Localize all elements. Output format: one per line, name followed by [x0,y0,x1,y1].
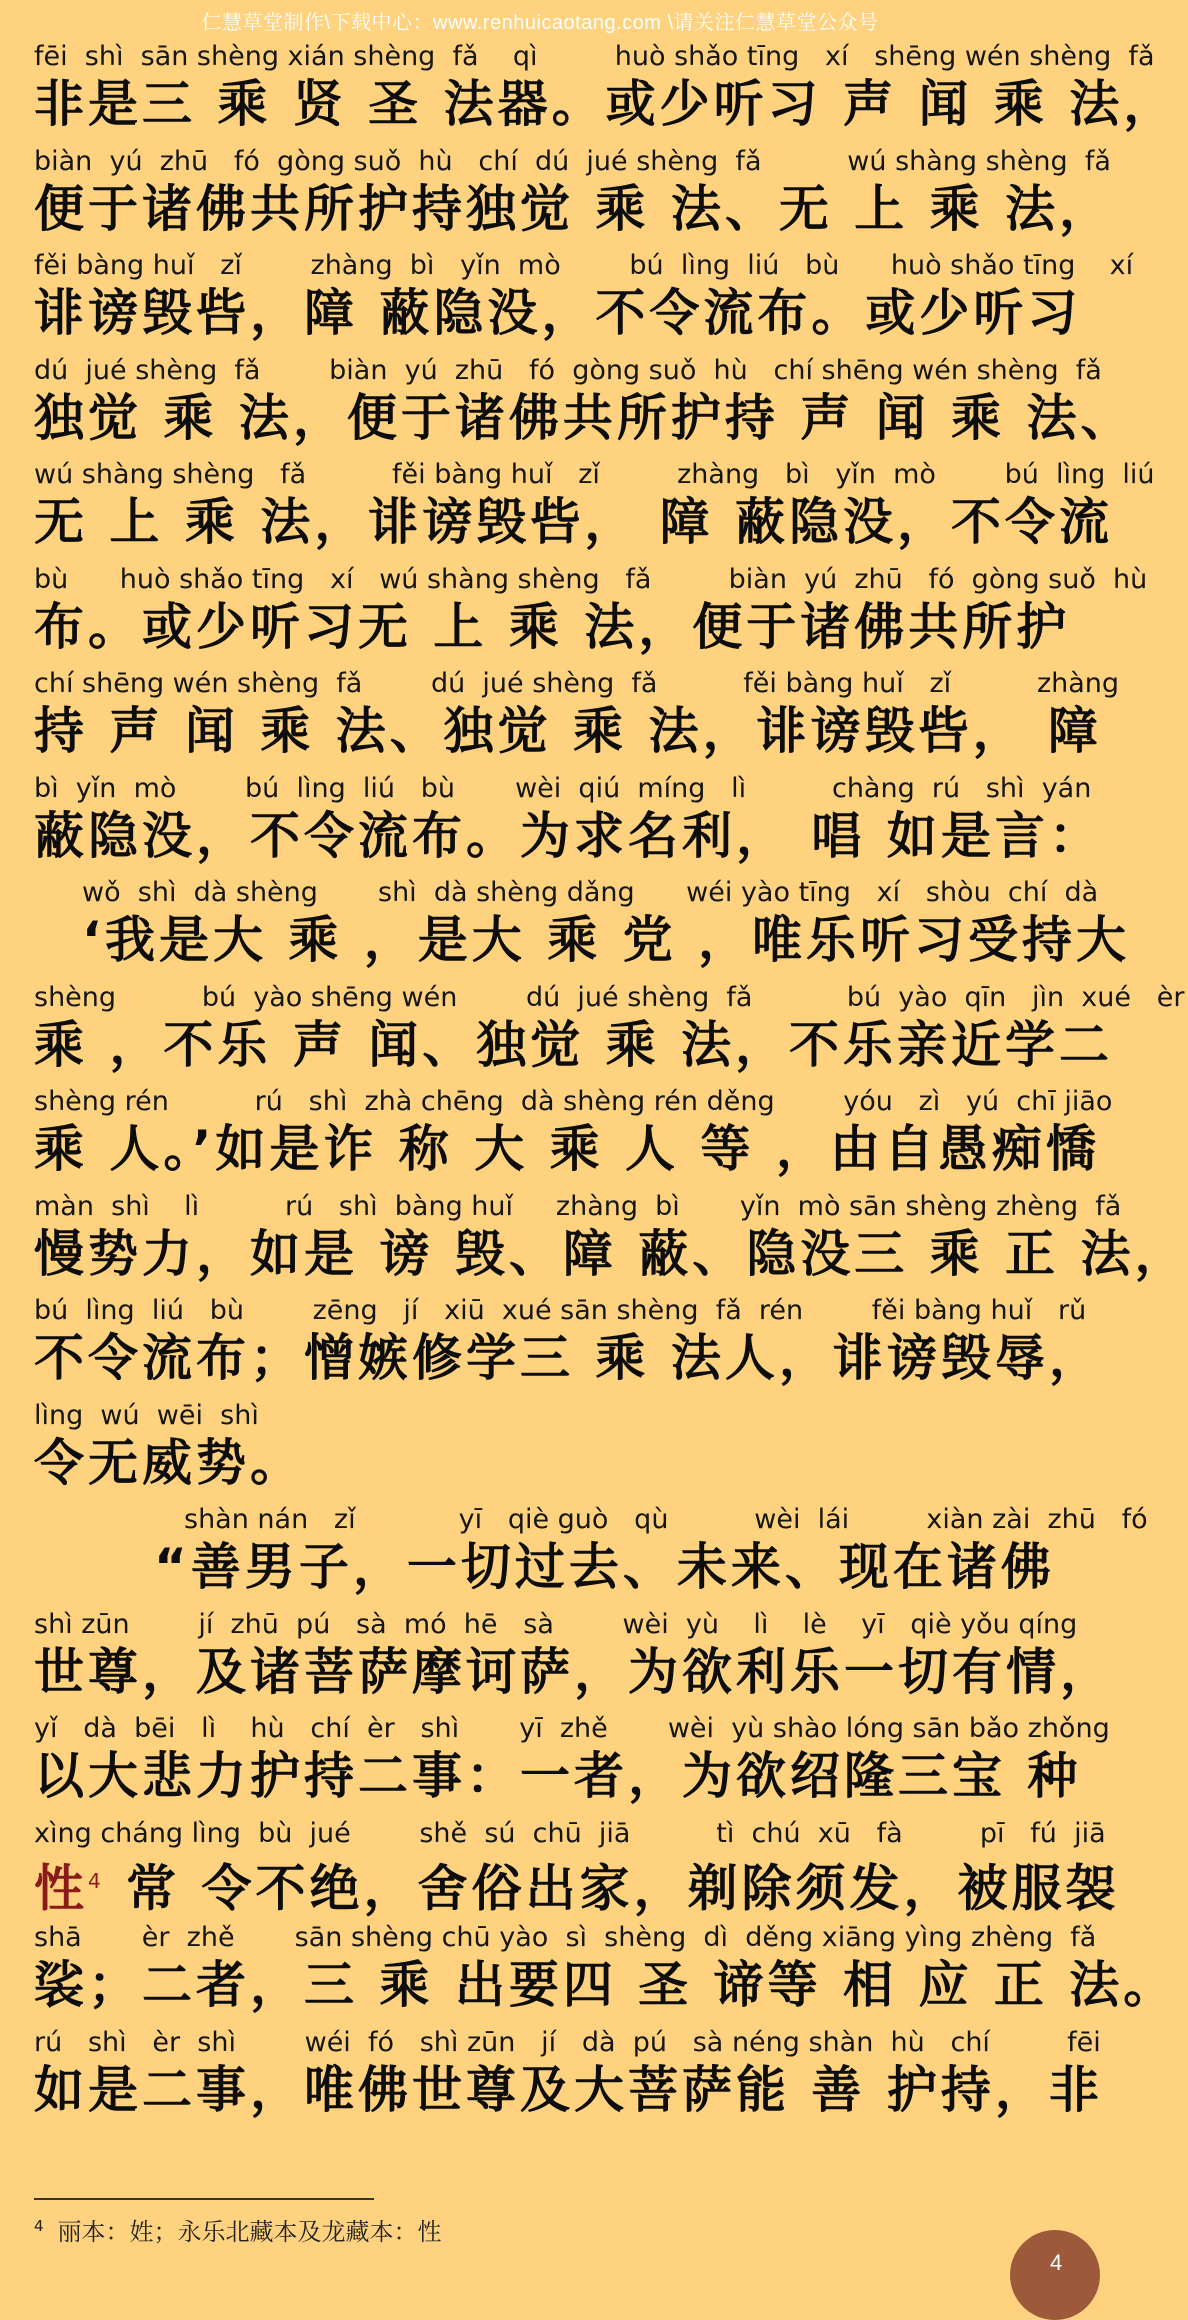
pinyin-line: shàn nán zǐ yī qiè guò qù wèi lái xiàn zài zhū fó [184,1504,1148,1535]
header-banner: 仁慧草堂制作\下载中心：www.renhuicaotang.com \请关注仁慧草堂公众号 [201,12,879,34]
hanzi-line: 诽谤毁呰，障 蔽隐没，不令流布。或少听习 [34,284,1082,342]
hanzi-line: 不令流布；憎嫉修学三 乘 法人，诽谤毁辱， [34,1329,1103,1387]
text-line [34,563,1148,668]
text-line [34,876,1131,981]
text-line [34,458,1155,563]
pinyin-line: lìng wú wēi shì [34,1399,259,1431]
pinyin-line: chí shēng wén shèng fǎ dú jué shèng fǎ fěi bàng huǐ zǐ zhàng [34,668,1120,699]
hanzi-line: 无 上 乘 法，诽谤毁呰， 障 蔽隐没，不令流 [34,493,1114,551]
pinyin-line: yǐ dà bēi lì hù chí èr shì yī zhě wèi yù shào lóng sān bǎo zhǒng [34,1713,1110,1744]
pinyin-line: wǒ shì dà shèng shì dà shèng dǎng wéi yào tīng xí shòu chí dà [82,877,1099,908]
pinyin-line: rú shì èr shì wéi fó shì zūn jí dà pú sà néng shàn hù chí fēi [34,2026,1101,2058]
hanzi-line: 以大悲力护持二事：一者，为欲绍隆三宝 种 [34,1747,1082,1805]
pinyin-line: bú lìng liú bù zēng jí xiū xué sān shèng fǎ rén fěi bàng huǐ rǔ [34,1295,1087,1326]
pinyin-line: bù huò shǎo tīng xí wú shàng shèng fǎ biàn yú zhū fó gòng suǒ hù [34,563,1148,595]
hanzi-line: ‘我是大 乘 ，是大 乘 党 ，唯乐听习受持大 [82,911,1131,969]
pinyin-line: xìng cháng lìng bù jué shě sú chū jiā tì chú xū fà pī fú jiā [34,1817,1106,1849]
text-line [34,1608,1114,1713]
text-line [34,1712,1110,1817]
pinyin-line: fēi shì sān shèng xián shèng fǎ qì huò shǎo tīng xí shēng wén shèng fǎ [34,41,1155,72]
pinyin-line: biàn yú zhū fó gòng suǒ hù chí dú jué shèng fǎ wú shàng shèng fǎ [34,145,1111,177]
footnote-marker: 4 [88,1868,105,1893]
text-line [34,667,1120,772]
document-body [34,40,1188,2130]
hanzi-line: 便于诸佛共所护持独觉 乘 法、无 上 乘 法， [34,179,1114,238]
text-line [34,1817,1120,1922]
pinyin-line: shā èr zhě sān shèng chū yào sì shèng dì děng xiāng yìng zhèng fǎ [34,1922,1097,1953]
pinyin-line: màn shì lì rú shì bàng huǐ zhàng bì yǐn mò sān shèng zhèng fǎ [34,1190,1122,1222]
text-line [34,1921,1178,2026]
hanzi-line: 独觉 乘 法，便于诸佛共所护持 声 闻 乘 法、 [34,388,1135,447]
hanzi-line: 如是二事，唯佛世尊及大菩萨能 善 护持，非 [34,2060,1103,2119]
text-line [34,1294,1103,1399]
hanzi-line: 蔽隐没，不令流布。为求名利， 唱 如是言： [34,806,1103,865]
footnote-number: 4 [34,2217,44,2235]
pinyin-line: shì zūn jí zhū pú sà mó hē sà wèi yù lì lè yī qiè yǒu qíng [34,1608,1078,1640]
pinyin-line: wú shàng shèng fǎ fěi bàng huǐ zǐ zhàng bì yǐn mò bú lìng liú [34,459,1155,490]
text-line [34,249,1134,354]
text-line [34,1503,1148,1608]
hanzi-line: 慢势力，如是 谤 毁、障 蔽、隐没三 乘 正 法， [34,1224,1188,1283]
hanzi-line: 乘 人。’如是诈 称 大 乘 人 等 ，由自愚痴憍 [34,1120,1100,1178]
hanzi-line: 非是三 乘 贤 圣 法器。或少听习 声 闻 乘 法， [34,75,1178,133]
text-line [34,981,1185,1086]
hanzi-line: 裟；二者，三 乘 出要四 圣 谛等 相 应 正 法。 [34,1956,1178,2014]
hanzi-line: 布。或少听习无 上 乘 法，便于诸佛共所护 [34,597,1071,656]
text-line [34,40,1178,145]
text-line [34,145,1114,250]
text-line [34,2026,1103,2131]
hanzi-line: 持 声 闻 乘 法、独觉 乘 法，诽谤毁呰， 障 [34,702,1102,760]
hanzi-line-rest: 常 令不绝，舍俗出家，剃除须发，被服袈 [104,1859,1120,1918]
pinyin-line: shèng bú yào shēng wén dú jué shèng fǎ bú yào qīn jìn xué èr [34,981,1185,1013]
text-line [34,1085,1113,1190]
hanzi-line: 世尊，及诸菩萨摩诃萨，为欲利乐一切有情， [34,1642,1114,1701]
footnote-text: 丽本：姓；永乐北藏本及龙藏本：性 [57,2218,442,2246]
hanzi-line: “善男子，一切过去、未来、现在诸佛 [154,1538,1055,1596]
text-line [34,1399,1046,1504]
pinyin-line: fěi bàng huǐ zǐ zhàng bì yǐn mò bú lìng liú bù huò shǎo tīng xí [34,250,1134,281]
hanzi-line: 乘 ，不乐 声 闻、独觉 乘 法，不乐亲近学二 [34,1015,1114,1074]
footnote-divider [34,2198,374,2200]
pinyin-line: shèng rén rú shì zhà chēng dà shèng rén děng yóu zì yú chī jiāo [34,1086,1113,1117]
text-line [34,772,1103,877]
hanzi-line [34,1851,1120,1918]
pinyin-line: dú jué shèng fǎ biàn yú zhū fó gòng suǒ hù chí shēng wén shèng fǎ [34,354,1102,386]
footnote [34,2212,442,2247]
text-line [34,354,1135,459]
text-line [34,1190,1188,1295]
page-number: 4 [1050,2250,1063,2275]
hanzi-line: 令无威势。 [34,1433,304,1492]
pinyin-line: bì yǐn mò bú lìng liú bù wèi qiú míng lì chàng rú shì yán [34,772,1092,804]
annotated-character: 性 [34,1859,88,1918]
